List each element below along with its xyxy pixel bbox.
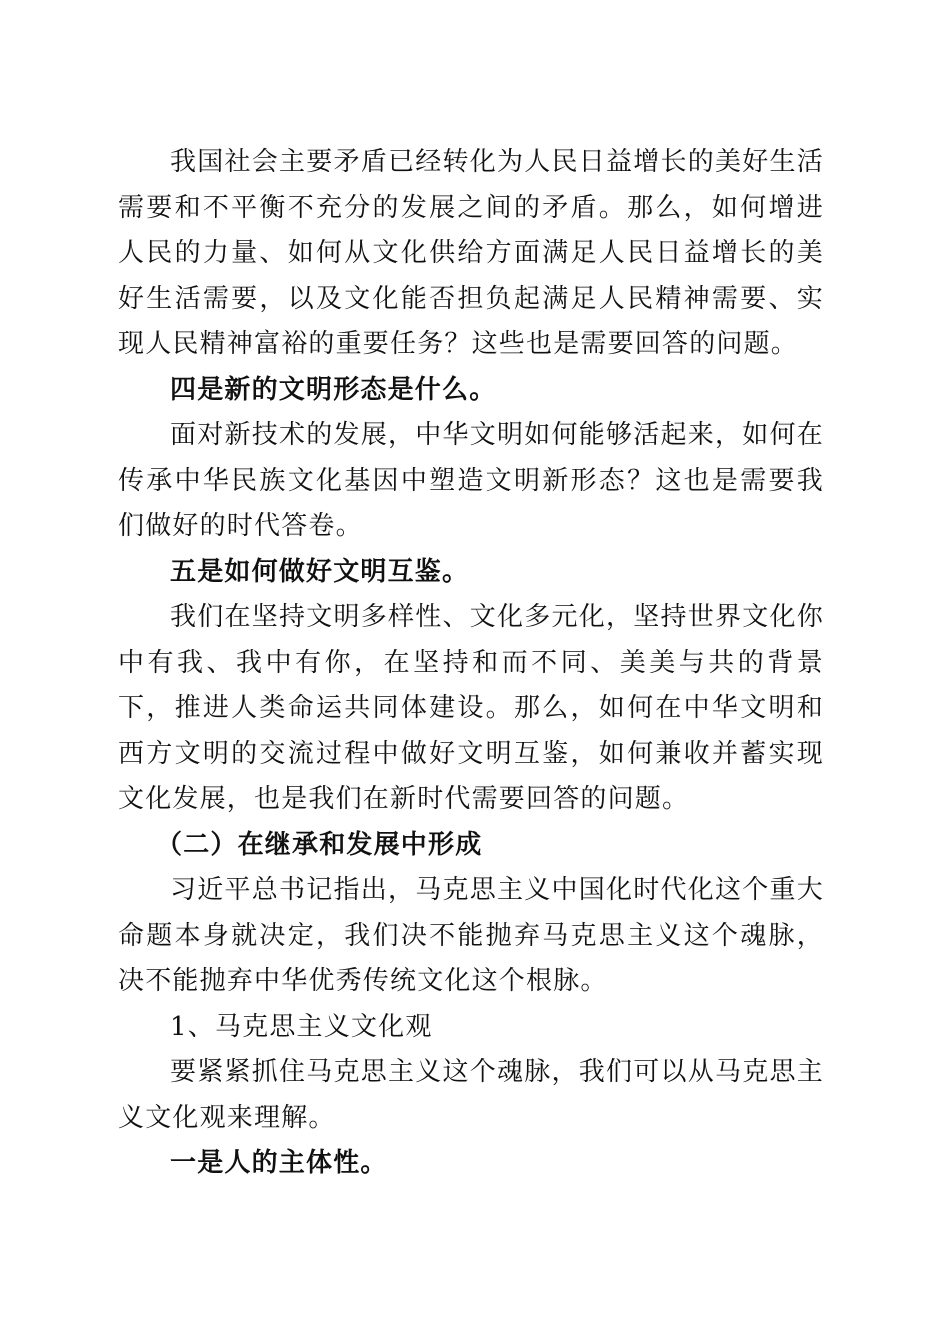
paragraph-xi-quote: 习近平总书记指出，马克思主义中国化时代化这个重大命题本身就决定，我们决不能抛弃马克思主义这个魂脉，决不能抛弃中华优秀传统文化这个根脉。 <box>118 875 824 996</box>
heading-mutual-learning: 五是如何做好文明互鉴。 <box>170 556 470 587</box>
paragraph-new-technology: 面对新技术的发展，中华文明如何能够活起来，如何在传承中华民族文化基因中塑造文明新形态？这也是需要我们做好的时代答卷。 <box>118 420 824 541</box>
subheading-marxist-culture: 1、马克思主义文化观 <box>170 1011 433 1042</box>
paragraph-social-contradiction: 我国社会主要矛盾已经转化为人民日益增长的美好生活需要和不平衡不充分的发展之间的矛盾。那么，如何增进人民的力量、如何从文化供给方面满足人民日益增长的美好生活需要，以及文化能否担负起满足人民精神需要、实现人民精神富裕的重要任务？这些也是需要回答的问题。 <box>118 147 824 359</box>
document-body <box>118 140 824 1187</box>
heading-new-civilization-form: 四是新的文明形态是什么。 <box>170 374 497 405</box>
paragraph-marxist-soul: 要紧紧抓住马克思主义这个魂脉，我们可以从马克思主义文化观来理解。 <box>118 1057 824 1133</box>
section-heading-inherit-develop: （二）在继承和发展中形成 <box>156 829 483 860</box>
heading-human-subjectivity: 一是人的主体性。 <box>170 1148 388 1178</box>
paragraph-cultural-diversity: 我们在坚持文明多样性、文化多元化，坚持世界文化你中有我、我中有你，在坚持和而不同、美美与共的背景下，推进人类命运共同体建设。那么，如何在中华文明和西方文明的交流过程中做好文明互鉴，如何兼收并蓄实现文化发展，也是我们在新时代需要回答的问题。 <box>118 602 824 814</box>
